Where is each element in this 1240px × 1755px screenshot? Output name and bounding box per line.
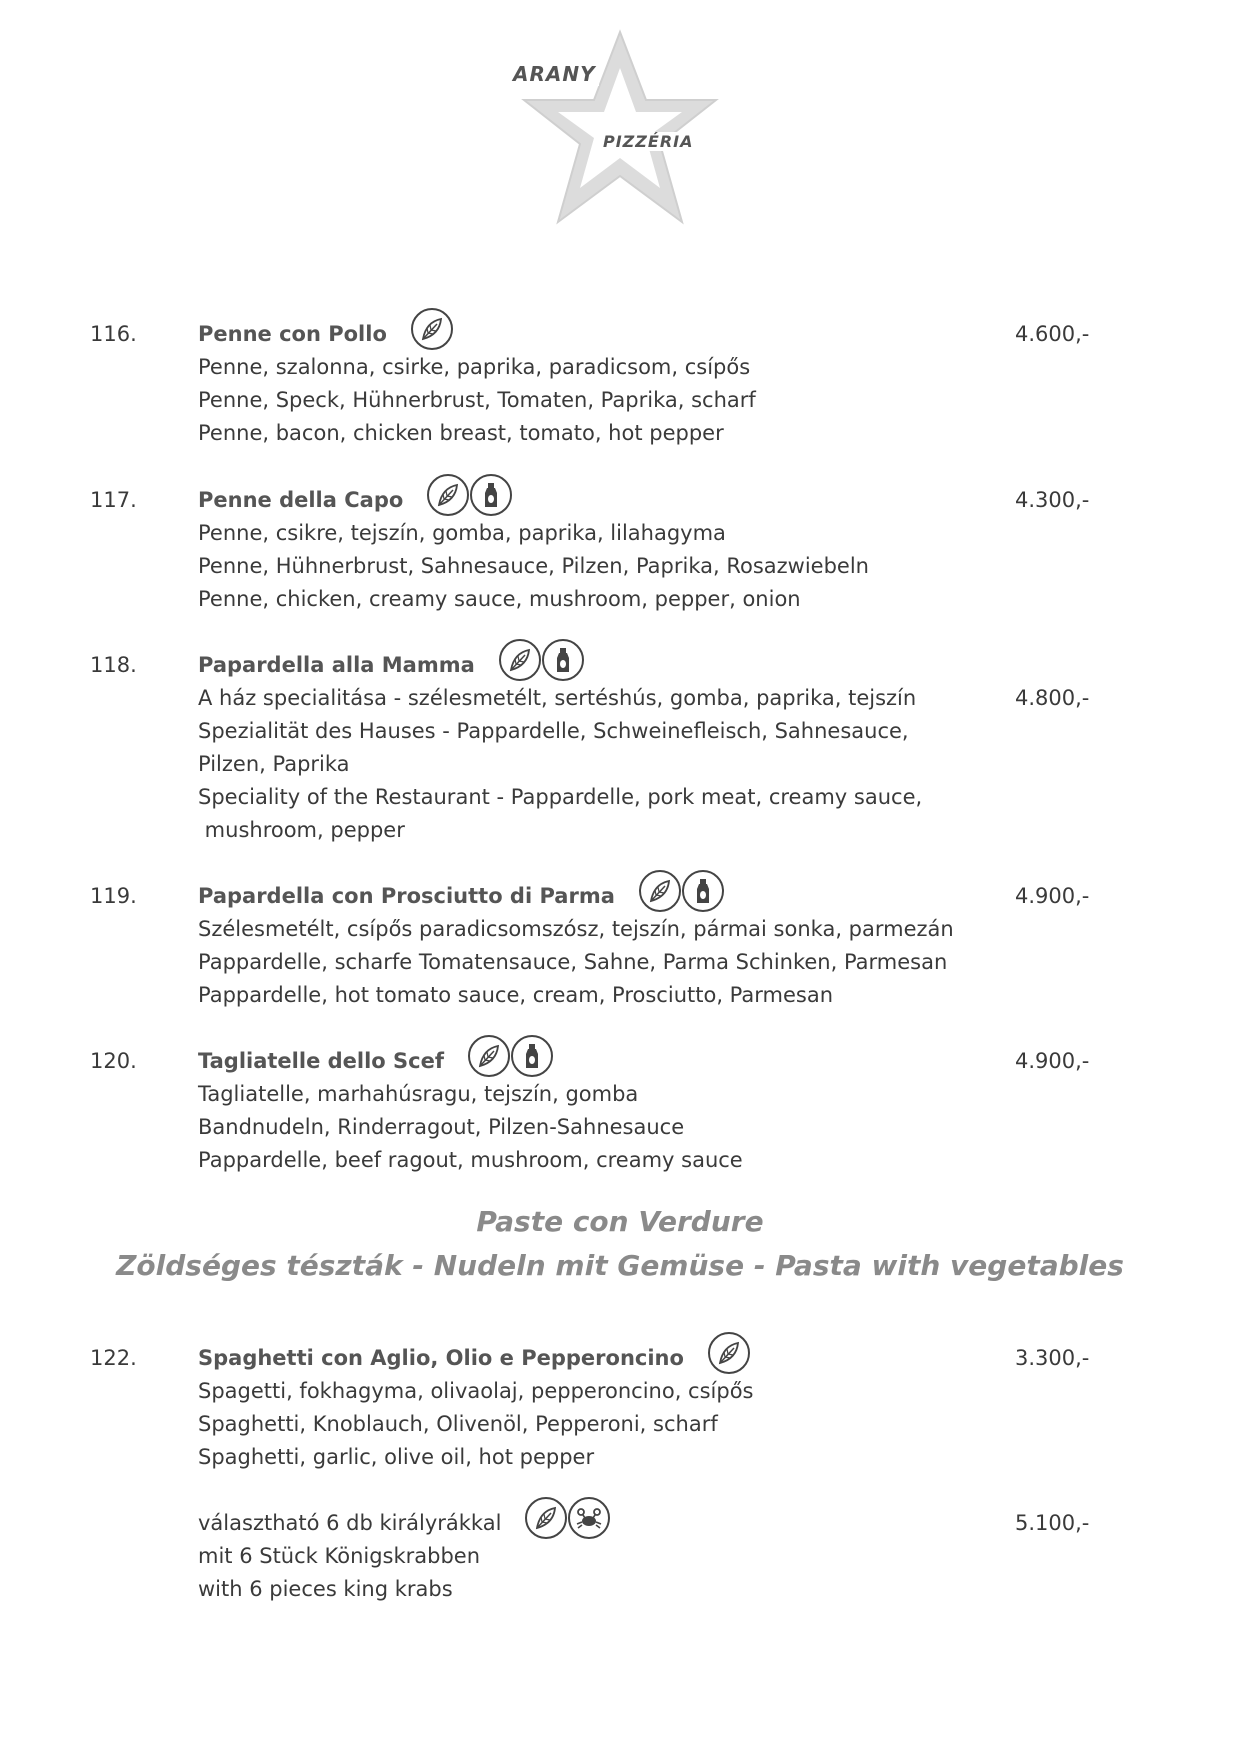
item-name: Penne della Capo [198, 488, 404, 512]
item-description-en: Penne, chicken, creamy sauce, mushroom, pepper, onion [198, 587, 801, 611]
item-price: 4.600,- [1015, 322, 1090, 346]
extra-option-en: with 6 pieces king krabs [198, 1577, 453, 1601]
item-description-de: Pappardelle, scharfe Tomatensauce, Sahne, Parma Schinken, Parmesan [198, 950, 948, 974]
leaf-icon [427, 474, 469, 516]
item-description-hu: Szélesmetélt, csípős paradicsomszósz, tejszín, pármai sonka, parmezán [198, 917, 954, 941]
logo-text-arany: ARANY [510, 62, 599, 86]
item-description-en: Penne, bacon, chicken breast, tomato, hot pepper [198, 421, 724, 445]
item-name: Papardella alla Mamma [198, 653, 475, 677]
item-price: 4.300,- [1015, 488, 1090, 512]
item-description-de-cont: Pilzen, Paprika [198, 752, 350, 776]
leaf-icon [708, 1332, 750, 1374]
item-price: 3.300,- [1015, 1346, 1090, 1370]
milk-bottle-icon [682, 870, 724, 912]
item-description-hu: Penne, csikre, tejszín, gomba, paprika, lilahagyma [198, 521, 726, 545]
item-description-en: Pappardelle, hot tomato sauce, cream, Prosciutto, Parmesan [198, 983, 834, 1007]
item-description-de: Spezialität des Hauses - Pappardelle, Schweinefleisch, Sahnesauce, [198, 719, 909, 743]
leaf-icon [499, 639, 541, 681]
item-description-en: Spaghetti, garlic, olive oil, hot pepper [198, 1445, 595, 1469]
leaf-icon [411, 308, 453, 350]
extra-option-hu: választható 6 db királyrákkal [198, 1511, 502, 1535]
milk-bottle-icon [542, 639, 584, 681]
item-number: 120. [90, 1049, 137, 1073]
crab-icon [568, 1497, 610, 1539]
leaf-icon [468, 1035, 510, 1077]
leaf-icon [525, 1497, 567, 1539]
item-description-en: Speciality of the Restaurant - Pappardelle, pork meat, creamy sauce, [198, 785, 923, 809]
section-title: Paste con Verdure [476, 1205, 764, 1238]
item-description-de: Penne, Hühnerbrust, Sahnesauce, Pilzen, Paprika, Rosazwiebeln [198, 554, 869, 578]
item-price: 4.900,- [1015, 1049, 1090, 1073]
logo [500, 28, 740, 228]
item-number: 118. [90, 653, 137, 677]
item-description-hu: Tagliatelle, marhahúsragu, tejszín, gomba [198, 1082, 639, 1106]
item-number: 117. [90, 488, 137, 512]
item-description-de: Bandnudeln, Rinderragout, Pilzen-Sahnesauce [198, 1115, 685, 1139]
item-price: 5.100,- [1015, 1511, 1090, 1535]
item-description-de: Penne, Speck, Hühnerbrust, Tomaten, Paprika, scharf [198, 388, 756, 412]
logo-text-pizzeria: PIZZÉRIA [600, 132, 696, 151]
item-number: 122. [90, 1346, 137, 1370]
item-description-de: Spaghetti, Knoblauch, Olivenöl, Pepperoni, scharf [198, 1412, 718, 1436]
item-name: Spaghetti con Aglio, Olio e Pepperoncino [198, 1346, 684, 1370]
section-subtitle: Zöldséges tészták - Nudeln mit Gemüse - Pasta with vegetables [116, 1249, 1124, 1282]
item-price: 4.800,- [1015, 686, 1090, 710]
item-description-hu: Spagetti, fokhagyma, olivaolaj, pepperoncino, csípős [198, 1379, 754, 1403]
item-price: 4.900,- [1015, 884, 1090, 908]
item-name: Tagliatelle dello Scef [198, 1049, 444, 1073]
item-description-en: Pappardelle, beef ragout, mushroom, creamy sauce [198, 1148, 743, 1172]
item-description-hu: A ház specialitása - szélesmetélt, sertéshús, gomba, paprika, tejszín [198, 686, 917, 710]
item-description-hu: Penne, szalonna, csirke, paprika, paradicsom, csípős [198, 355, 751, 379]
extra-option-de: mit 6 Stück Königskrabben [198, 1544, 481, 1568]
item-description-en-cont: mushroom, pepper [198, 818, 405, 842]
star-logo-icon [500, 28, 740, 228]
milk-bottle-icon [470, 474, 512, 516]
item-name: Papardella con Prosciutto di Parma [198, 884, 615, 908]
item-number: 116. [90, 322, 137, 346]
milk-bottle-icon [511, 1035, 553, 1077]
item-name: Penne con Pollo [198, 322, 387, 346]
leaf-icon [639, 870, 681, 912]
item-number: 119. [90, 884, 137, 908]
